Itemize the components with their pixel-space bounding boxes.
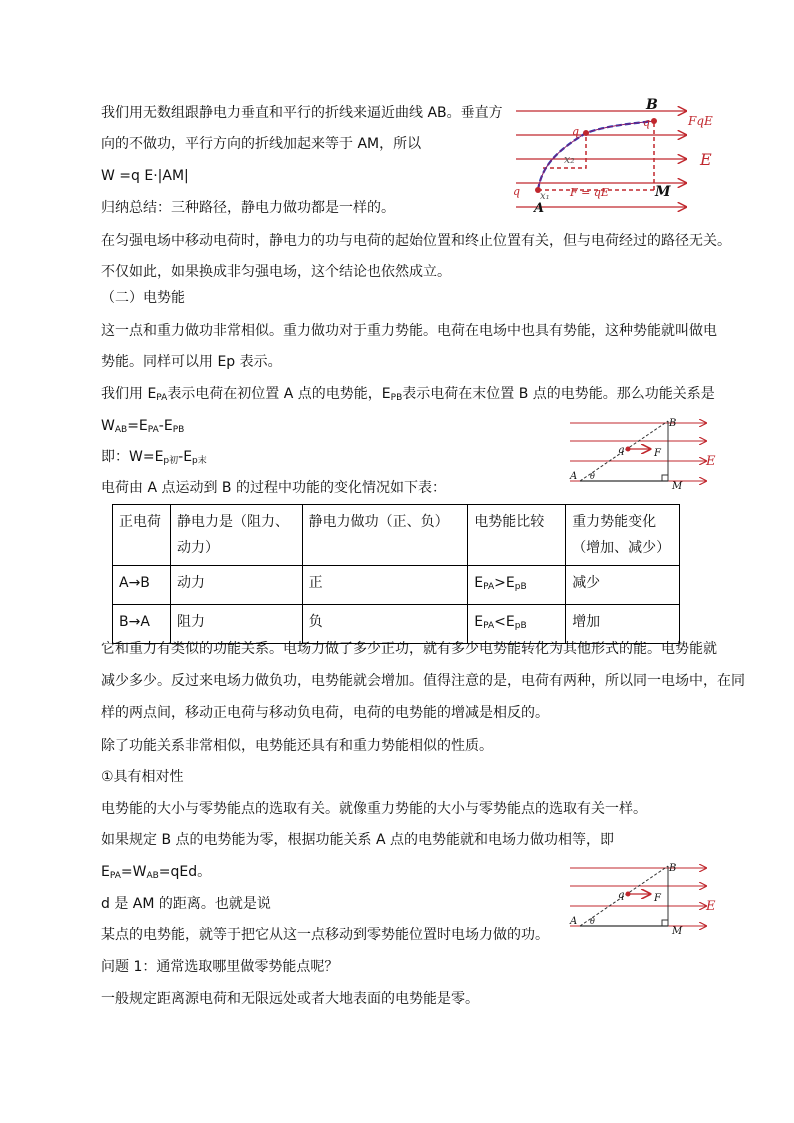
energy-table [112, 504, 680, 644]
table-header: 重力势能变化（增加、减少） [566, 505, 680, 566]
paragraph-14: 一般规定距离源电荷和无限远处或者大地表面的电势能是零。 [101, 991, 479, 1007]
label-q-left: q [513, 185, 521, 198]
label-q: q [618, 890, 625, 901]
f3-main: 即：W=E [101, 449, 164, 465]
f4-mid: =W [120, 864, 147, 880]
table-header: 静电力做功（正、负） [302, 505, 468, 566]
label-m: M [672, 926, 683, 937]
label-m: M [672, 481, 683, 492]
f4-sub-ab: AB [146, 871, 159, 881]
table-header: 电势能比较 [468, 505, 566, 566]
label-e: E [706, 454, 716, 469]
cell-sub: PA [483, 621, 495, 631]
point-q [583, 130, 589, 136]
label-b: B [669, 418, 677, 429]
label-f: F = qE [570, 186, 609, 199]
f2-sub-pb: PB [172, 425, 185, 435]
summary-text: 归纳总结：三种路径，静电力做功都是一样的。 [101, 200, 395, 216]
paragraph-7c: 样的两点间，移动正电荷与移动负电荷，电荷的电势能的增减是相反的。 [101, 705, 549, 721]
section-heading: （二）电势能 [101, 290, 185, 306]
label-a: A [570, 916, 578, 927]
label-a: A [570, 471, 578, 482]
table-cell: 正 [302, 566, 468, 605]
f4-end: =qEd。 [158, 864, 212, 880]
label-b: B [646, 97, 658, 113]
cell-op: >E [494, 575, 515, 591]
label-q-top: q [643, 116, 651, 129]
paragraph-5 [101, 384, 715, 408]
f4-e: E [101, 864, 110, 880]
paragraph-9: ①具有相对性 [101, 769, 184, 785]
right-angle-mark [662, 920, 668, 926]
formula-epa [101, 862, 211, 886]
table-cell: 减少 [566, 566, 680, 605]
label-x1: x₁ [540, 191, 550, 202]
table-cell: 阻力 [170, 605, 302, 644]
f2-sub-ab: AB [114, 425, 128, 435]
right-angle-mark [662, 475, 668, 481]
paragraph-2: 在匀强电场中移动电荷时，静电力的功与电荷的起始位置和终止位置有关，但与电荷经过的路径无关。 [101, 233, 731, 249]
f3-sub-2: p末 [192, 456, 207, 466]
figure-curve-path [508, 95, 728, 217]
table-cell: 动力 [170, 566, 302, 605]
figure-triangle-2 [566, 858, 736, 940]
f2-eq: =E [127, 418, 148, 434]
label-e: E [700, 150, 712, 169]
paragraph-3: 不仅如此，如果换成非匀强电场，这个结论也依然成立。 [101, 264, 451, 280]
p5-text-1: 我们用 E [101, 386, 157, 402]
paragraph-6: 电荷由 A 点运动到 B 的过程中功能的变化情况如下表： [101, 480, 446, 496]
f4-sub-pa: PA [109, 871, 121, 881]
label-m: M [655, 184, 671, 200]
figure-triangle-1 [566, 413, 736, 495]
paragraph-7a: 它和重力有类似的功能关系。电场力做了多少正功，就有多少电势能转化为其他形式的能。电势能就 [101, 641, 717, 657]
label-theta: θ [590, 472, 595, 481]
paragraph-12: d 是 AM 的距离。也就是说 [101, 896, 271, 912]
p5-sub-2: PB [390, 393, 403, 403]
cell-op: <E [494, 614, 515, 630]
label-f: F [654, 893, 661, 904]
cell-sub: pB [514, 582, 527, 592]
table-cell: B→A [113, 605, 171, 644]
question-1: 问题 1：通常选取哪里做零势能点呢？ [101, 959, 339, 975]
paragraph-11: 如果规定 B 点的电势能为零，根据功能关系 A 点的电势能就和电场力做功相等，即 [101, 832, 614, 848]
p5-text-2: 表示电荷在初位置 A 点的电势能，E [167, 386, 391, 402]
f2-w: W [101, 418, 115, 434]
table-cell [468, 566, 566, 605]
label-x2: x₂ [564, 153, 575, 166]
table-cell: 负 [302, 605, 468, 644]
paragraph-13: 某点的电势能，就等于把它从这一点移动到零势能位置时电场力做的功。 [101, 927, 549, 943]
f2-minus: -E [158, 418, 173, 434]
label-e: E [706, 899, 716, 914]
table-header-row [113, 505, 680, 566]
curve-ab-solid [538, 121, 654, 190]
paragraph-1a: 我们用无数组跟静电力垂直和平行的折线来逼近曲线 AB。垂直方 [101, 105, 503, 121]
label-b: B [669, 863, 677, 874]
label-theta: θ [590, 917, 595, 926]
label-f: F [654, 448, 661, 459]
p5-sub-1: PA [156, 393, 168, 403]
cell-e: E [474, 614, 484, 630]
paragraph-8: 除了功能关系非常相似，电势能还具有和重力势能相似的性质。 [101, 738, 493, 754]
label-q-mid: q [572, 125, 580, 138]
cell-sub: PA [483, 582, 495, 592]
table-header: 正电荷 [113, 505, 171, 566]
f3-minus: -E [178, 449, 193, 465]
label-q: q [618, 445, 625, 456]
table-row [113, 566, 680, 605]
formula-work: W =q E·|AM| [101, 168, 189, 184]
table-cell: 增加 [566, 605, 680, 644]
cell-sub: pB [514, 621, 527, 631]
table-cell: A→B [113, 566, 171, 605]
label-fqe: FqE [688, 114, 713, 128]
p5-text-3: 表示电荷在末位置 B 点的电势能。那么功能关系是 [402, 386, 715, 402]
paragraph-4b: 势能。同样可以用 Ep 表示。 [101, 354, 282, 370]
paragraph-4a: 这一点和重力做功非常相似。重力做功对于重力势能。电荷在电场中也具有势能，这种势能就叫做电 [101, 323, 717, 339]
table-row [113, 605, 680, 644]
table-cell [468, 605, 566, 644]
paragraph-10: 电势能的大小与零势能点的选取有关。就像重力势能的大小与零势能点的选取有关一样。 [101, 801, 647, 817]
paragraph-7b: 减少多少。反过来电场力做负功，电势能就会增加。值得注意的是，电荷有两种，所以同一电场中，在同 [101, 673, 745, 689]
paragraph-1b: 向的不做功，平行方向的折线加起来等于 AM，所以 [101, 136, 422, 152]
f3-sub-1: p初 [163, 456, 179, 466]
table-header: 静电力是（阻力、动力） [170, 505, 302, 566]
f2-sub-pa: PA [147, 425, 159, 435]
point-b [651, 118, 657, 124]
formula-wab [101, 416, 184, 440]
cell-e: E [474, 575, 484, 591]
label-a: A [534, 201, 545, 216]
formula-w-ep [101, 447, 207, 471]
